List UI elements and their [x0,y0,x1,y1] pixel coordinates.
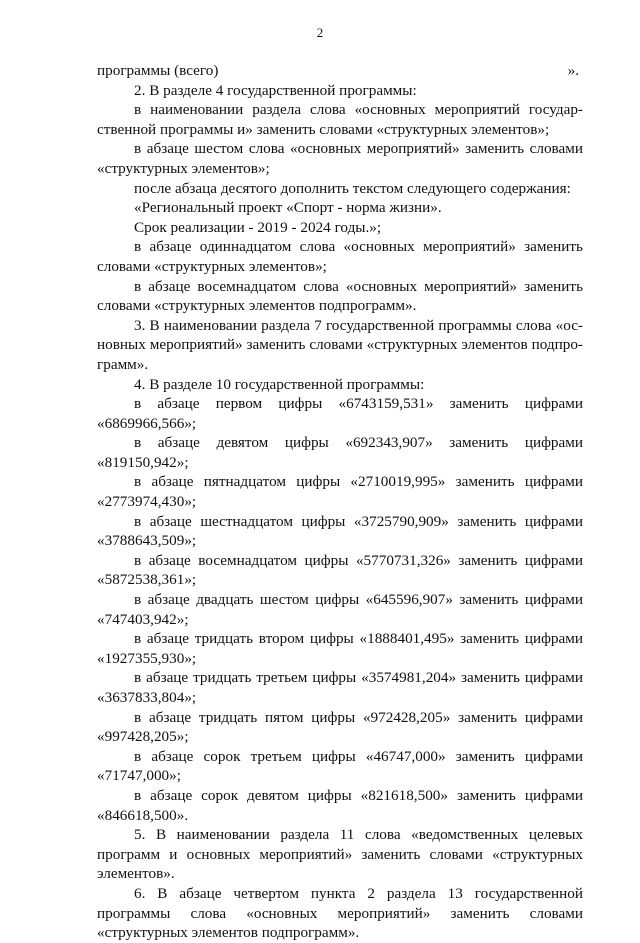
text-line: после абзаца десятого дополнить текстом следующего содержания: [134,179,571,197]
text-line: в абзаце тридцать третьем цифры «3574981,204» заменить цифрами [134,669,583,687]
text-line: «71747,000»; [97,767,181,785]
text-line: в наименовании раздела слова «основных мероприятий государ- [134,101,583,119]
text-line: в абзаце тридцать пятом цифры «972428,205» заменить цифрами [134,708,583,726]
text-line: в абзаце первом цифры «6743159,531» заменить цифрами [134,395,583,413]
text-line: в абзаце сорок девятом цифры «821618,500» заменить цифрами [134,786,583,804]
text-line: словами «структурных элементов»; [97,257,327,275]
text-line: программы слова «основных мероприятий» заменить словами [97,904,583,922]
text-line-first [97,61,583,81]
text-line: «структурных элементов»; [97,159,270,177]
text-line: «846618,500». [97,806,189,824]
text-line: «997428,205»; [97,728,189,746]
text-line: 6. В абзаце четвертом пункта 2 раздела 13 государственной [134,884,583,902]
text-line: в абзаце сорок третьем цифры «46747,000» заменить цифрами [134,747,583,765]
text-line: грамм». [97,355,149,373]
page-number: 2 [316,25,324,40]
text-line: 4. В разделе 10 государственной программы: [134,375,425,393]
text-line: 3. В наименовании раздела 7 государственной программы слова «ос- [134,316,583,334]
text-line: в абзаце шестом слова «основных мероприятий» заменить словами [134,140,583,158]
text-line: в абзаце восемнадцатом слова «основных мероприятий» заменить [134,277,583,295]
text-line: в абзаце шестнадцатом цифры «3725790,909» заменить цифрами [134,512,583,530]
text-line: «3637833,804»; [97,689,197,706]
text-line: в абзаце восемнадцатом цифры «5770731,326» заменить цифрами [134,551,583,569]
text-line: «структурных элементов подпрограмм». [97,924,360,942]
text-line: 5. В наименовании раздела 11 слова «ведомственных целевых [134,826,583,844]
text-line: в абзаце пятнадцатом цифры «2710019,995» заменить цифрами [134,473,583,491]
text-line: «3788643,509»; [97,532,197,550]
text-line: «Региональный проект «Спорт - норма жизни». [134,199,442,217]
text-line: «5872538,361»; [97,571,197,589]
text-line: Срок реализации - 2019 - 2024 годы.»; [134,218,382,236]
text-line: «2773974,430»; [97,493,197,511]
text-line: в абзаце одиннадцатом слова «основных мероприятий» заменить [134,238,583,256]
document-body [97,61,583,943]
text-line: словами «структурных элементов подпрограмм». [97,297,417,315]
text-line: «1927355,930»; [97,649,197,667]
text-line: элементов». [97,865,175,883]
text-line: в абзаце двадцать шестом цифры «645596,907» заменить цифрами [134,591,583,609]
text-line: 2. В разделе 4 государственной программы: [134,81,417,99]
text-line: «819150,942»; [97,453,189,471]
closing-quote: ». [567,62,579,79]
text-line-content: программы (всего) [97,62,219,79]
text-line: ственной программы и» заменить словами «структурных элементов»; [97,120,550,138]
text-line: «747403,942»; [97,610,189,628]
text-line: в абзаце тридцать втором цифры «1888401,495» заменить цифрами [134,630,583,648]
text-line: программ и основных мероприятий» заменить словами «структурных [97,845,583,863]
text-line: «6869966,566»; [97,414,197,432]
text-line: в абзаце девятом цифры «692343,907» заменить цифрами [134,434,583,452]
text-line: новных мероприятий» заменить словами «структурных элементов подпро- [97,336,583,354]
